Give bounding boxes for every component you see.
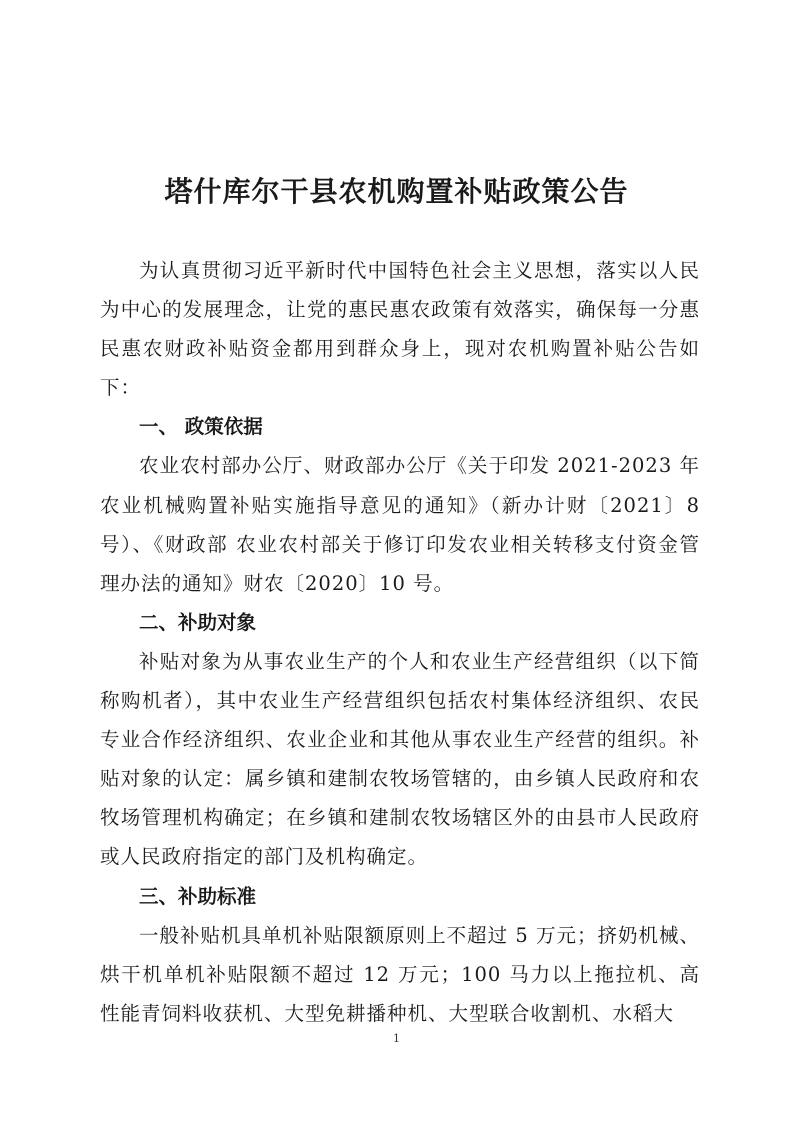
intro-paragraph: 为认真贯彻习近平新时代中国特色社会主义思想，落实以人民为中心的发展理念，让党的惠民惠农政策有效落实，确保每一分惠民惠农财政补贴资金都用到群众身上，现对农机购置补贴公告如下： xyxy=(100,259,700,400)
section-heading-policy-basis: 一、 政策依据 xyxy=(139,415,263,439)
section-heading-subsidy-recipients: 二、补助对象 xyxy=(139,610,257,634)
document-body xyxy=(100,251,700,1033)
section-text-policy-basis: 农业农村部办公厅、财政部办公厅《关于印发 2021-2023 年农业机械购置补贴实施指导意见的通知》（新办计财〔2021〕8 号）、《财政部 农业农村部关于修订印发农业相关转移支付资金管理办法的通知》财农〔2020〕10 号。 xyxy=(100,454,700,595)
section-text-subsidy-recipients: 补贴对象为从事农业生产的个人和农业生产经营组织（以下简称购机者），其中农业生产经营组织包括农村集体经济组织、农民专业合作经济组织、农业企业和其他从事农业生产经营的组织。补贴对象的认定：属乡镇和建制农牧场管辖的，由乡镇人民政府和农牧场管理机构确定；在乡镇和建制农牧场辖区外的由县市人民政府或人民政府指定的部门及机构确定。 xyxy=(100,649,700,869)
section-text-subsidy-standard: 一般补贴机具单机补贴限额原则上不超过 5 万元；挤奶机械、烘干机单机补贴限额不超过 12 万元；100 马力以上拖拉机、高性能青饲料收获机、大型免耕播种机、大型联合收割机、水稻大 xyxy=(100,923,700,1025)
page-number: 1 xyxy=(393,1032,400,1045)
document-title: 塔什库尔干县农机购置补贴政策公告 xyxy=(164,175,629,208)
section-heading-subsidy-standard: 三、补助标准 xyxy=(139,884,257,908)
